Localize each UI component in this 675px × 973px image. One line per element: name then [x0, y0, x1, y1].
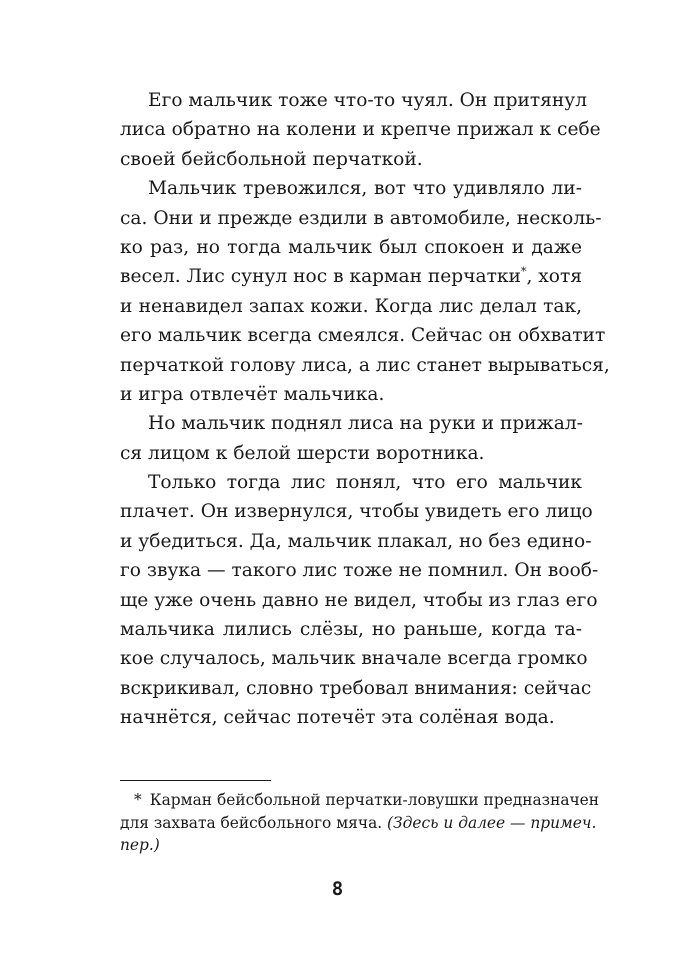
text-line-with-footnote-ref [120, 262, 582, 291]
text-line: го звука — такого лис тоже не помнил. Он вооб- [120, 560, 599, 582]
text-line: его мальчик всегда смеялся. Сейчас он обхватит [120, 325, 606, 347]
text-line: своей бейсбольной перчаткой. [120, 148, 423, 170]
footnote-line [120, 834, 582, 857]
text-line: и игра отвлечёт мальчика. [120, 383, 385, 405]
text-line: мальчика лились слёзы, но раньше, когда та- [120, 619, 582, 641]
footnote-reference: * [520, 265, 527, 279]
footnote-mark: * [134, 791, 142, 809]
footnote-line [120, 789, 600, 812]
page-number: 8 [331, 878, 344, 900]
text-line: плачет. Он извернулся, чтобы увидеть его лицо [120, 501, 593, 523]
text-line: ще уже очень давно не видел, чтобы из глаз его [120, 589, 598, 611]
text-line: и ненавидел запах кожи. Когда лис делал так, [120, 295, 582, 317]
footnote-line [120, 812, 597, 835]
text-line: кое случалось, мальчик вначале всегда громко [120, 648, 588, 670]
text-line: са. Они и прежде ездили в автомобиле, несколь- [120, 207, 602, 229]
footnote-text: Карман бейсбольной перчатки-ловушки предназначен [149, 791, 600, 809]
text-line: перчаткой голову лиса, а лис станет вырываться, [120, 354, 610, 376]
text-fragment: , хотя [526, 266, 583, 288]
text-line: начнётся, сейчас потечёт эта солёная вода. [120, 707, 555, 729]
translator-note: (Здесь и далее — примеч. [387, 813, 597, 832]
translator-note: пер.) [120, 836, 160, 854]
footnote-divider [120, 780, 271, 781]
text-fragment: весел. Лис сунул нос в карман перчатки [120, 266, 521, 288]
footnote-text: для захвата бейсбольного мяча. [120, 813, 383, 832]
text-line: ко раз, но тогда мальчик был спокоен и даже [120, 236, 582, 258]
text-line: ся лицом к белой шерсти воротника. [120, 442, 485, 464]
main-text [120, 86, 610, 733]
footnote [120, 789, 600, 857]
text-line: вскрикивал, словно требовал внимания: сейчас [120, 677, 592, 699]
text-line: Но мальчик поднял лиса на руки и прижал- [148, 413, 583, 435]
text-line: и убедиться. Да, мальчик плакал, но без едино- [120, 530, 592, 552]
text-line: Только тогда лис понял, что его мальчик [148, 472, 582, 494]
text-line: лиса обратно на колени и крепче прижал к себе [120, 119, 601, 141]
text-line: Его мальчик тоже что-то чуял. Он притянул [148, 90, 588, 111]
text-line: Мальчик тревожился, вот что удивляло ли- [148, 178, 582, 200]
